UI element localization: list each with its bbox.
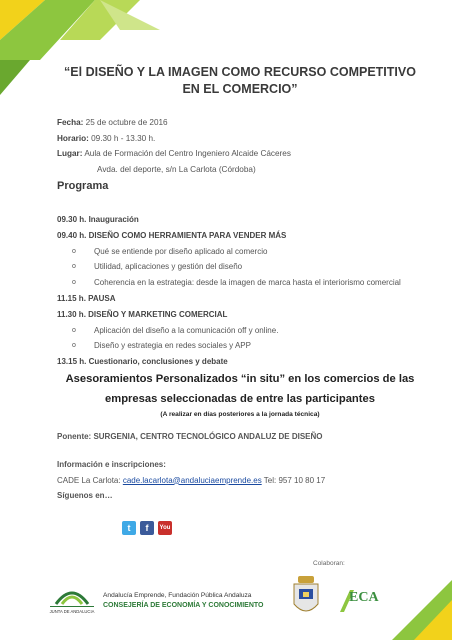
document-title (40, 64, 440, 98)
programa-heading: Programa (57, 180, 109, 192)
footer-line-2: CONSEJERÍA DE ECONOMÍA Y CONOCIMIENTO (103, 602, 264, 609)
horario-row (57, 131, 291, 147)
contact-heading: Información e inscripciones: (57, 460, 166, 469)
programa-main-item: 09.30 h. Inauguración (57, 215, 139, 224)
lugar-value: Aula de Formación del Centro Ingeniero Alcaide Cáceres (84, 149, 291, 158)
programa-sub-item (57, 338, 437, 354)
title-line-1: “El DISEÑO Y LA IMAGEN COMO RECURSO COMPETITIVO (64, 65, 416, 79)
twitter-icon[interactable]: t (122, 521, 136, 535)
horario-value: 09.30 h - 13.30 h. (91, 133, 156, 143)
colaboran-label: Colaboran: (313, 560, 345, 567)
la-carlota-shield-icon (291, 574, 321, 620)
bullet-icon: o (72, 342, 76, 350)
programa-sub-item (57, 275, 437, 291)
follow-us: Síguenos en… (57, 491, 113, 500)
bullet-icon: o (72, 326, 76, 334)
programa-sub-item (57, 259, 437, 275)
asesoramientos-line-1: Asesoramientos Personalizados “in situ” en los comercios de las (65, 373, 415, 385)
programa-sub-item-text: Qué se entiende por diseño aplicado al comercio (94, 246, 268, 256)
programa-main-item: 11.30 h. DISEÑO Y MARKETING COMERCIAL (57, 309, 228, 319)
contact-line (57, 473, 325, 489)
ponente: Ponente: SURGENIA, CENTRO TECNOLÓGICO ANDALUZ DE DISEÑO (57, 432, 323, 441)
contact-tel: Tel: 957 10 80 17 (263, 475, 326, 485)
lugar-address: Avda. del deporte, s/n La Carlota (Córdoba) (97, 164, 256, 174)
junta-text: JUNTA DE ANDALUCIA (49, 609, 95, 614)
asesoramientos-line-2: empresas seleccionadas de entre las participantes (105, 392, 375, 405)
bullet-icon: o (72, 279, 76, 287)
facebook-icon[interactable]: f (140, 521, 154, 535)
social-icons (122, 521, 172, 535)
contact-email-link[interactable]: cade.lacarlota@andaluciaemprende.es (122, 475, 262, 485)
programa-sub-item-text: Diseño y estrategia en redes sociales y APP (94, 341, 251, 351)
programa-sub-item (57, 244, 437, 260)
programa-main-item: 11.15 h. PAUSA (57, 293, 116, 303)
bullet-icon: o (72, 263, 76, 271)
lugar-row (57, 146, 291, 162)
footer-institution (103, 591, 264, 611)
corner-decoration-bottom-right (392, 580, 452, 640)
bullet-icon: o (72, 247, 76, 255)
footer-line-1: Andalucía Emprende, Fundación Pública Andaluza (103, 592, 252, 599)
title-line-2: EN EL COMERCIO” (182, 82, 298, 96)
fecha-row (57, 115, 291, 131)
programa-sub-item (57, 323, 437, 339)
asesoramientos-note: (A realizar en días posteriores a la jornada técnica) (160, 411, 320, 418)
programa-list (57, 212, 437, 370)
event-info (57, 115, 291, 177)
junta-andalucia-logo (48, 584, 96, 614)
youtube-icon[interactable]: You (158, 521, 172, 535)
programa-main-item: 13.15 h. Cuestionario, conclusiones y debate (57, 357, 228, 367)
programa-main-item: 09.40 h. DISEÑO COMO HERRAMIENTA PARA VENDER MÁS (57, 230, 287, 240)
fecha-label: Fecha: (57, 118, 84, 127)
programa-sub-item-text: Coherencia en la estrategia: desde la imagen de marca hasta el interiorismo comercial (94, 278, 401, 288)
cade-prefix: CADE La Carlota: (57, 475, 121, 485)
contact-block (57, 457, 325, 504)
programa-sub-item-text: Aplicación del diseño a la comunicación off y online. (94, 325, 279, 335)
programa-sub-item-text: Utilidad, aplicaciones y gestión del diseño (94, 262, 243, 272)
asesoramientos-block (30, 370, 450, 421)
lugar-label: Lugar: (57, 149, 83, 158)
eca-text: ECA (349, 590, 379, 605)
fecha-value: 25 de octubre de 2016 (85, 118, 168, 127)
horario-label: Horario: (57, 133, 89, 143)
